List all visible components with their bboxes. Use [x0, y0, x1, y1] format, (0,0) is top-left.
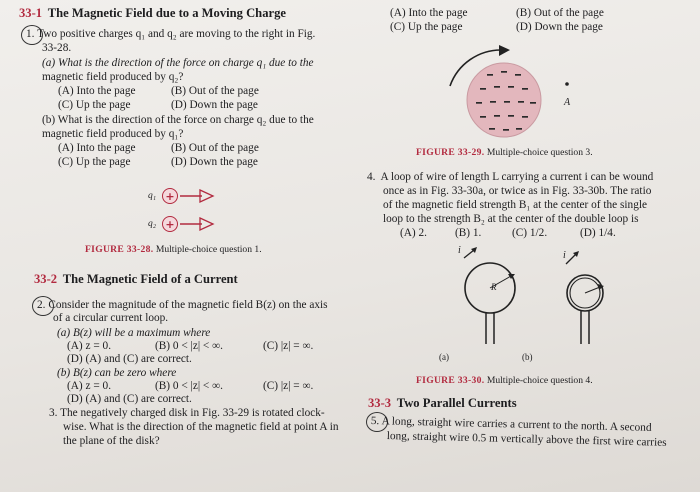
point-a-label: A [564, 97, 571, 108]
question-line: (a) B(z) will be a maximum where [57, 327, 211, 339]
section-heading-33-2 [34, 272, 238, 287]
wire-loops-figure [440, 250, 660, 350]
answer-option: (D) (A) and (C) are correct. [67, 353, 192, 365]
answer-option: (D) (A) and (C) are correct. [67, 393, 192, 405]
answer-option: (D) Down the page [171, 99, 258, 111]
question-line: magnetic field produced by q₁? [42, 128, 184, 140]
positive-charge-icon: + [162, 188, 178, 204]
moving-charge-q1 [140, 188, 214, 204]
question-line: A loop of wire of length L carrying a current i can be wound [380, 171, 654, 183]
section-heading-33-1 [19, 6, 286, 21]
question-number: 5. [370, 414, 380, 428]
point-a-marker [565, 82, 569, 86]
answer-option: (A) Into the page [58, 85, 136, 97]
section-title: Two Parallel Currents [396, 396, 517, 410]
disk-icon [467, 63, 541, 137]
answer-option: (D) Down the page [171, 156, 258, 168]
current-arrow-icon [566, 254, 576, 264]
section-title: The Magnetic Field due to a Moving Charge [47, 6, 286, 20]
answer-option: (D) Down the page [516, 21, 603, 33]
answer-option: (C) |z| = ∞. [263, 380, 314, 392]
figure-caption [85, 243, 262, 257]
answer-option: (C) Up the page [58, 99, 131, 111]
answer-option: (A) z = 0. [67, 340, 112, 352]
figure-caption-text: Multiple-choice question 4. [486, 375, 593, 386]
question-line: magnetic field produced by q₂? [42, 71, 184, 83]
current-label: i [563, 250, 566, 261]
question-number: 1. [26, 28, 35, 40]
answer-option: (C) |z| = ∞. [263, 340, 314, 352]
answer-option: (B) Out of the page [516, 7, 604, 19]
answer-option: (B) 1. [455, 227, 482, 239]
question-line: of the magnetic field strength B₁ at the center of the single [383, 199, 647, 211]
figure-caption [416, 146, 593, 160]
rotation-arrowhead-icon [499, 45, 510, 56]
section-heading-33-3 [368, 396, 517, 411]
answer-option: (A) 2. [400, 227, 427, 239]
question-number: 3. [49, 407, 58, 419]
question-number: 2. [37, 299, 46, 311]
figure-label: FIGURE 33-29. [416, 147, 485, 158]
positive-charge-icon: + [162, 216, 178, 232]
question-line: long, straight wire 0.5 m vertically above the first wire carries [386, 429, 667, 449]
section-number: 33-3 [368, 396, 392, 410]
question-line: once as in Fig. 33-30a, or twice as in Fig. 33-30b. The ratio [383, 185, 652, 197]
figure-label: FIGURE 33-28. [85, 244, 154, 255]
answer-option: (C) Up the page [58, 156, 131, 168]
question-1-text [26, 27, 315, 41]
moving-charge-q2 [140, 216, 214, 232]
question-line: A long, straight wire carries a current to the north. A second [381, 415, 652, 434]
answer-option: (A) Into the page [58, 142, 136, 154]
question-line: (b) What is the direction of the force on charge q₂ due to the [42, 114, 314, 126]
radius-label: R [491, 282, 497, 292]
figure-caption-text: Multiple-choice question 3. [486, 147, 593, 158]
question-line: Two positive charges q₁ and q₂ are moving to the right in Fig. [37, 28, 316, 40]
subfigure-label: (a) [439, 352, 449, 362]
question-line: (a) What is the direction of the force on charge q₁ due to the [42, 57, 314, 69]
current-arrow-icon [464, 250, 474, 258]
answer-option: (B) Out of the page [171, 85, 259, 97]
velocity-arrow-icon [180, 217, 214, 231]
answer-option: (A) z = 0. [67, 380, 112, 392]
section-number: 33-2 [34, 272, 58, 286]
charge-label: q₁ [147, 191, 156, 201]
velocity-arrow-icon [180, 189, 214, 203]
answer-option: (B) 0 < |z| < ∞. [155, 380, 223, 392]
question-3-text [49, 406, 325, 420]
answer-option: (A) Into the page [390, 7, 468, 19]
question-line: The negatively charged disk in Fig. 33-29 is rotated clock- [60, 407, 325, 419]
question-4-text [367, 170, 653, 184]
charge-label: q₂ [147, 219, 156, 229]
question-line: loop to the strength B₂ at the center of the double loop is [383, 213, 639, 225]
answer-option: (B) Out of the page [171, 142, 259, 154]
double-loop [566, 251, 604, 344]
question-line: 33-28. [42, 42, 72, 54]
question-line: the plane of the disk? [63, 435, 160, 447]
answer-option: (C) Up the page [390, 21, 463, 33]
section-title: The Magnetic Field of a Current [62, 272, 238, 286]
question-line: Consider the magnitude of the magnetic field B(z) on the axis [48, 299, 328, 311]
question-line: wise. What is the direction of the magnetic field at point A in [63, 421, 339, 433]
charged-disk-figure [442, 44, 602, 144]
current-label: i [458, 245, 461, 256]
question-2-text [37, 298, 328, 312]
answer-option: (B) 0 < |z| < ∞. [155, 340, 223, 352]
subfigure-label: (b) [522, 352, 533, 362]
figure-caption-text: Multiple-choice question 1. [155, 244, 262, 255]
section-number: 33-1 [19, 6, 43, 20]
figure-caption [416, 374, 593, 388]
single-loop [464, 247, 515, 344]
question-line: of a circular current loop. [53, 312, 169, 324]
question-line: (b) B(z) can be zero where [57, 367, 177, 379]
question-number: 4. [367, 171, 376, 183]
figure-label: FIGURE 33-30. [416, 375, 485, 386]
answer-option: (C) 1/2. [512, 227, 548, 239]
answer-option: (D) 1/4. [580, 227, 616, 239]
